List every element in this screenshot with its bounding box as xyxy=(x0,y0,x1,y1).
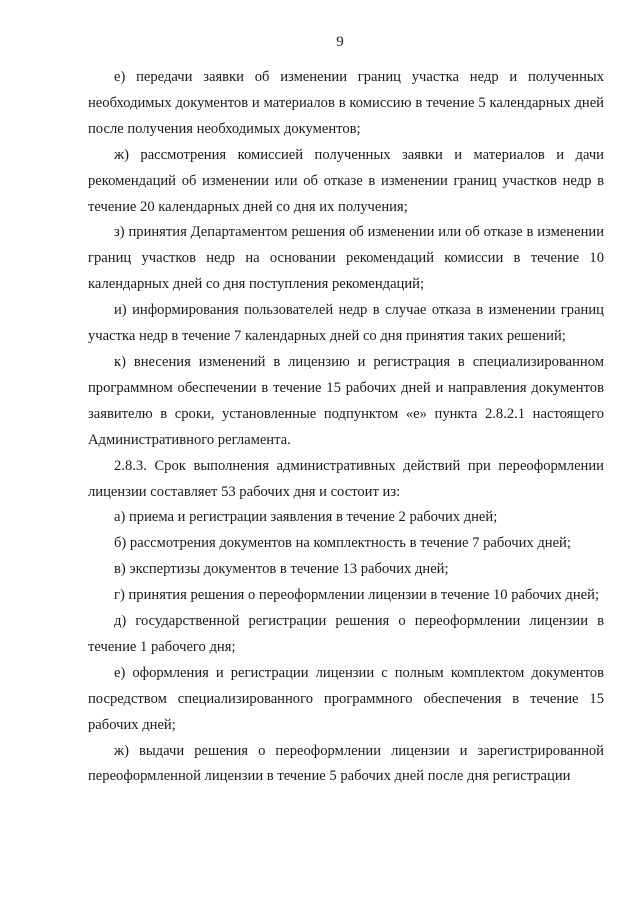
paragraph-a-acceptance: а) приема и регистрации заявления в течение 2 рабочих дней; xyxy=(114,509,498,526)
document-body xyxy=(88,65,604,790)
paragraph-k-license-changes: к) внесения изменений в лицензию и регистрация в специализированном программном обеспечении в течение 15 рабочих дней и направления документов заявителю в сроки, установленные подпунктом «е» пункта 2.8.2.1 настоящего Административного регламента. xyxy=(88,353,604,448)
paragraph-b-completeness: б) рассмотрения документов на комплектность в течение 7 рабочих дней; xyxy=(114,535,571,552)
paragraph-e-formalization: е) оформления и регистрации лицензии с полным комплектом документов посредством специализированного программного обеспечения в течение 15 рабочих дней; xyxy=(88,664,604,733)
paragraph-zh-issuance: ж) выдачи решения о переоформлении лицензии и зарегистрированной переоформленной лицензии в течение 5 рабочих дней после дня регистрации xyxy=(88,742,604,785)
paragraph-v-expertise: в) экспертизы документов в течение 13 рабочих дней; xyxy=(114,561,449,578)
paragraph-i-informing: и) информирования пользователей недр в случае отказа в изменении границ участка недр в течение 7 календарных дней со дня принятия таких решений; xyxy=(88,302,604,345)
paragraph-d-registration: д) государственной регистрации решения о переоформлении лицензии в течение 1 рабочего дня; xyxy=(88,613,604,655)
paragraph-2-8-3-term: 2.8.3. Срок выполнения административных действий при переоформлении лицензии составляет 53 рабочих дня и состоит из: xyxy=(88,457,604,500)
paragraph-g-decision: г) принятия решения о переоформлении лицензии в течение 10 рабочих дней; xyxy=(114,587,600,604)
paragraph-e-transfer: е) передачи заявки об изменении границ участка недр и полученных необходимых документов и материалов в комиссию в течение 5 календарных дней после получения необходимых документов; xyxy=(88,69,604,137)
page-number: 9 xyxy=(336,34,344,50)
paragraph-zh-review: ж) рассмотрения комиссией полученных заявки и материалов и дачи рекомендаций об изменении или об отказе в изменении границ участков недр в течение 20 календарных дней со дня их получения; xyxy=(88,146,604,215)
paragraph-z-decision: з) принятия Департаментом решения об изменении или об отказе в изменении границ участков недр на основании рекомендаций комиссии в течение 10 календарных дней со дня поступления рекомендаций; xyxy=(88,224,604,293)
